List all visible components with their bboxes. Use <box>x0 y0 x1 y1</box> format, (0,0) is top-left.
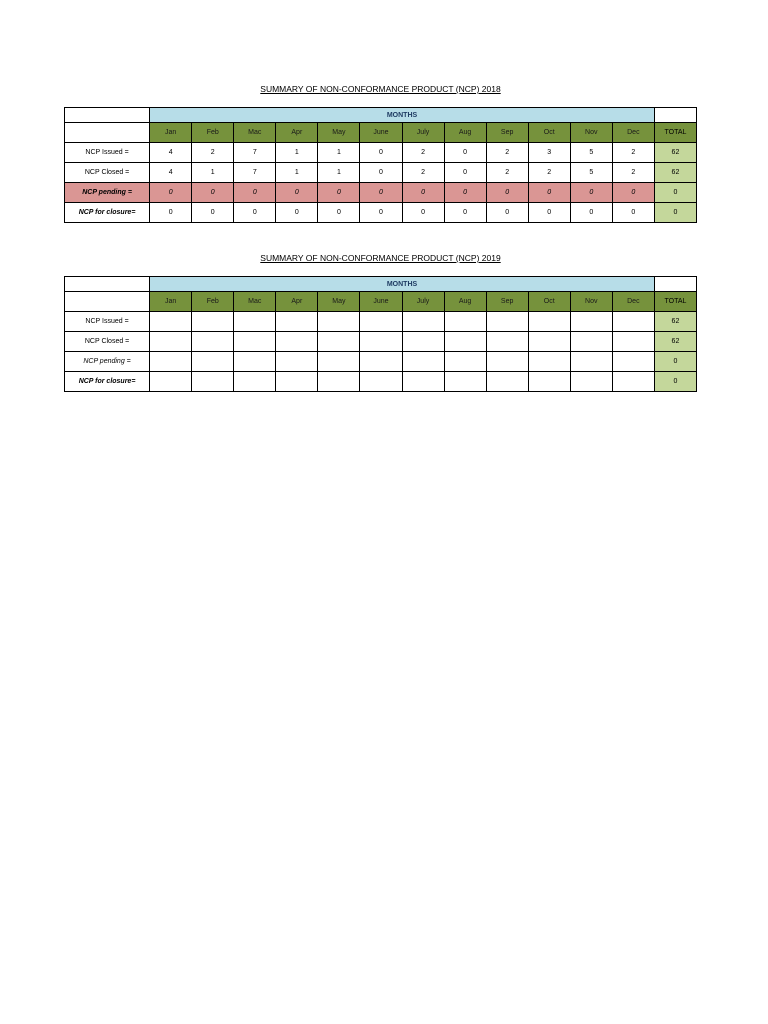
value-cell: 2 <box>402 163 444 183</box>
month-header: July <box>402 292 444 312</box>
value-cell: 0 <box>318 203 360 223</box>
row-label: NCP pending = <box>65 352 150 372</box>
row-label: NCP for closure= <box>65 372 150 392</box>
value-cell <box>402 312 444 332</box>
value-cell <box>192 372 234 392</box>
value-cell <box>444 312 486 332</box>
value-cell <box>486 312 528 332</box>
row-label: NCP pending = <box>65 183 150 203</box>
value-cell <box>444 352 486 372</box>
month-header: Oct <box>528 292 570 312</box>
month-header: Sep <box>486 292 528 312</box>
value-cell <box>192 332 234 352</box>
month-header: June <box>360 292 402 312</box>
value-cell: 1 <box>276 143 318 163</box>
month-header: Dec <box>612 292 654 312</box>
table-row <box>65 203 697 223</box>
value-cell: 1 <box>276 163 318 183</box>
value-cell <box>318 372 360 392</box>
value-cell <box>318 312 360 332</box>
value-cell <box>444 372 486 392</box>
value-cell: 0 <box>444 143 486 163</box>
row-label: NCP for closure= <box>65 203 150 223</box>
value-cell <box>234 372 276 392</box>
value-cell <box>150 352 192 372</box>
total-cell: 62 <box>654 163 696 183</box>
total-blank-cell <box>654 277 696 292</box>
value-cell <box>444 332 486 352</box>
ncp-summary-2018 <box>64 82 697 223</box>
value-cell: 2 <box>486 163 528 183</box>
month-header: Aug <box>444 123 486 143</box>
months-header: MONTHS <box>150 277 655 292</box>
value-cell: 0 <box>360 203 402 223</box>
total-blank-cell <box>654 108 696 123</box>
value-cell: 0 <box>150 203 192 223</box>
value-cell: 0 <box>234 183 276 203</box>
value-cell: 2 <box>402 143 444 163</box>
value-cell <box>528 372 570 392</box>
value-cell: 0 <box>444 183 486 203</box>
value-cell: 0 <box>360 143 402 163</box>
month-header: Oct <box>528 123 570 143</box>
value-cell: 2 <box>612 143 654 163</box>
table-row <box>65 163 697 183</box>
table-row <box>65 372 697 392</box>
value-cell <box>402 372 444 392</box>
table-title-2019: SUMMARY OF NON-CONFORMANCE PRODUCT (NCP) 2019 <box>260 253 501 263</box>
value-cell <box>486 372 528 392</box>
value-cell: 0 <box>528 203 570 223</box>
value-cell: 0 <box>528 183 570 203</box>
value-cell: 7 <box>234 163 276 183</box>
value-cell <box>234 312 276 332</box>
value-cell <box>570 352 612 372</box>
month-header: Mac <box>234 292 276 312</box>
value-cell: 0 <box>612 203 654 223</box>
value-cell <box>192 312 234 332</box>
value-cell: 0 <box>402 203 444 223</box>
value-cell <box>612 332 654 352</box>
value-cell <box>150 372 192 392</box>
value-cell <box>528 332 570 352</box>
month-header: Sep <box>486 123 528 143</box>
corner-cell <box>65 277 150 292</box>
total-header: TOTAL <box>654 292 696 312</box>
row-label: NCP Issued = <box>65 312 150 332</box>
value-cell: 4 <box>150 143 192 163</box>
value-cell <box>150 332 192 352</box>
value-cell <box>612 372 654 392</box>
row-label: NCP Issued = <box>65 143 150 163</box>
total-header: TOTAL <box>654 123 696 143</box>
month-header: Jan <box>150 292 192 312</box>
value-cell <box>234 332 276 352</box>
value-cell: 7 <box>234 143 276 163</box>
table-row <box>65 352 697 372</box>
value-cell: 5 <box>570 143 612 163</box>
value-cell: 1 <box>192 163 234 183</box>
month-header: Aug <box>444 292 486 312</box>
month-header: Nov <box>570 123 612 143</box>
value-cell: 0 <box>150 183 192 203</box>
value-cell <box>234 352 276 372</box>
month-header: Feb <box>192 292 234 312</box>
total-cell: 0 <box>654 183 696 203</box>
value-cell: 1 <box>318 163 360 183</box>
month-header: June <box>360 123 402 143</box>
value-cell <box>528 312 570 332</box>
total-cell: 62 <box>654 332 696 352</box>
row-label: NCP Closed = <box>65 332 150 352</box>
value-cell <box>360 372 402 392</box>
value-cell <box>612 352 654 372</box>
month-header: Mac <box>234 123 276 143</box>
value-cell: 0 <box>402 183 444 203</box>
ncp-table-2019 <box>64 276 697 392</box>
value-cell: 0 <box>570 183 612 203</box>
value-cell <box>318 332 360 352</box>
value-cell: 0 <box>318 183 360 203</box>
value-cell <box>570 312 612 332</box>
month-header: Apr <box>276 292 318 312</box>
value-cell: 0 <box>192 203 234 223</box>
total-cell: 62 <box>654 143 696 163</box>
table-title-2018: SUMMARY OF NON-CONFORMANCE PRODUCT (NCP) 2018 <box>260 84 501 94</box>
total-cell: 0 <box>654 203 696 223</box>
value-cell <box>528 352 570 372</box>
value-cell: 0 <box>276 203 318 223</box>
value-cell <box>570 372 612 392</box>
value-cell <box>360 352 402 372</box>
month-header: May <box>318 123 360 143</box>
total-cell: 0 <box>654 372 696 392</box>
month-header: Apr <box>276 123 318 143</box>
value-cell: 0 <box>486 183 528 203</box>
value-cell <box>360 312 402 332</box>
value-cell <box>276 312 318 332</box>
value-cell: 0 <box>444 203 486 223</box>
value-cell: 2 <box>486 143 528 163</box>
corner-cell <box>65 108 150 123</box>
value-cell: 0 <box>192 183 234 203</box>
ncp-table-2018 <box>64 107 697 223</box>
month-header: May <box>318 292 360 312</box>
value-cell <box>360 332 402 352</box>
table-row <box>65 183 697 203</box>
table-row <box>65 332 697 352</box>
value-cell <box>486 352 528 372</box>
value-cell: 0 <box>612 183 654 203</box>
value-cell <box>276 372 318 392</box>
value-cell: 5 <box>570 163 612 183</box>
month-header: Feb <box>192 123 234 143</box>
value-cell <box>402 332 444 352</box>
row-label: NCP Closed = <box>65 163 150 183</box>
value-cell <box>402 352 444 372</box>
ncp-summary-2019 <box>64 251 697 392</box>
value-cell <box>318 352 360 372</box>
month-header: Dec <box>612 123 654 143</box>
value-cell <box>150 312 192 332</box>
table-row <box>65 143 697 163</box>
month-header: Jan <box>150 123 192 143</box>
value-cell: 0 <box>360 183 402 203</box>
value-cell: 0 <box>360 163 402 183</box>
value-cell <box>570 332 612 352</box>
value-cell: 2 <box>612 163 654 183</box>
value-cell <box>192 352 234 372</box>
value-cell: 0 <box>444 163 486 183</box>
value-cell: 0 <box>486 203 528 223</box>
value-cell: 2 <box>192 143 234 163</box>
value-cell: 2 <box>528 163 570 183</box>
total-cell: 62 <box>654 312 696 332</box>
value-cell: 0 <box>276 183 318 203</box>
value-cell <box>486 332 528 352</box>
value-cell <box>276 352 318 372</box>
value-cell: 4 <box>150 163 192 183</box>
value-cell: 0 <box>570 203 612 223</box>
label-header-cell <box>65 123 150 143</box>
month-header: Nov <box>570 292 612 312</box>
months-header: MONTHS <box>150 108 655 123</box>
value-cell <box>276 332 318 352</box>
total-cell: 0 <box>654 352 696 372</box>
table-row <box>65 312 697 332</box>
month-header: July <box>402 123 444 143</box>
value-cell <box>612 312 654 332</box>
value-cell: 1 <box>318 143 360 163</box>
value-cell: 3 <box>528 143 570 163</box>
label-header-cell <box>65 292 150 312</box>
value-cell: 0 <box>234 203 276 223</box>
